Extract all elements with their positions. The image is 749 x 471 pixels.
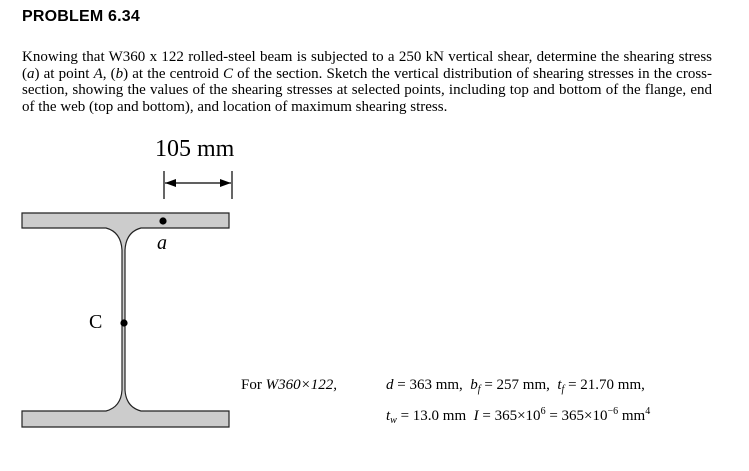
centroid-dot — [120, 319, 127, 326]
flange-thickness-symbol: t — [557, 377, 562, 393]
statement-text-2: ) at point — [34, 65, 94, 82]
inertia-exponent-2: −6 — [607, 406, 619, 417]
inertia-unit-exponent: 4 — [645, 406, 651, 417]
statement-text-4: ) at the centroid — [123, 65, 223, 82]
statement-text-5: of the section. Sketch the vertical distribution of shearing stresses in the cross-section, showing the values of the shearing stresses at selected points, including top and bottom of the flange, end of the web (top and bottom), and location of maximum shearing stress. — [22, 65, 713, 115]
properties-line-1 — [386, 377, 645, 395]
flange-width-symbol: b — [470, 377, 478, 393]
properties-line-2 — [386, 406, 650, 426]
statement-text-1: Knowing that W360 x 122 rolled-steel beam is subjected to a 250 kN vertical shear, determine the shearing stress ( — [22, 49, 712, 82]
statement-centroid-c: C — [222, 65, 233, 82]
flange-width-value: = 257 mm, — [480, 377, 550, 393]
flange-width-subscript: f — [477, 384, 481, 395]
inertia-value-2: = 365×10 — [545, 408, 608, 424]
centroid-label: C — [89, 311, 103, 333]
statement-part-b: b — [115, 65, 124, 82]
point-a-label: a — [157, 232, 167, 254]
depth-symbol: d — [386, 377, 394, 393]
flange-thickness-subscript: f — [561, 384, 565, 395]
inertia-exponent-1: 6 — [540, 406, 546, 417]
point-a-dot — [159, 217, 166, 224]
statement-part-a: a — [27, 65, 35, 82]
section-designation — [241, 377, 337, 394]
statement-point-a: A — [93, 65, 103, 82]
for-label: For — [241, 377, 266, 393]
inertia-value-1: = 365×10 — [478, 408, 541, 424]
dimension-label: 105 mm — [155, 136, 235, 162]
depth-value: = 363 mm, — [393, 377, 463, 393]
inertia-unit: mm — [618, 408, 646, 424]
section-name: W360×122, — [265, 377, 337, 393]
web-thickness-subscript: w — [390, 415, 397, 426]
problem-title: PROBLEM 6.34 — [22, 8, 140, 25]
flange-thickness-value: = 21.70 mm, — [564, 377, 645, 393]
dimension-arrow — [164, 171, 232, 199]
web-thickness-symbol: t — [386, 408, 391, 424]
web-thickness-value: = 13.0 mm — [396, 408, 467, 424]
moment-of-inertia-symbol: I — [473, 408, 479, 424]
statement-text-3: , ( — [102, 65, 116, 82]
